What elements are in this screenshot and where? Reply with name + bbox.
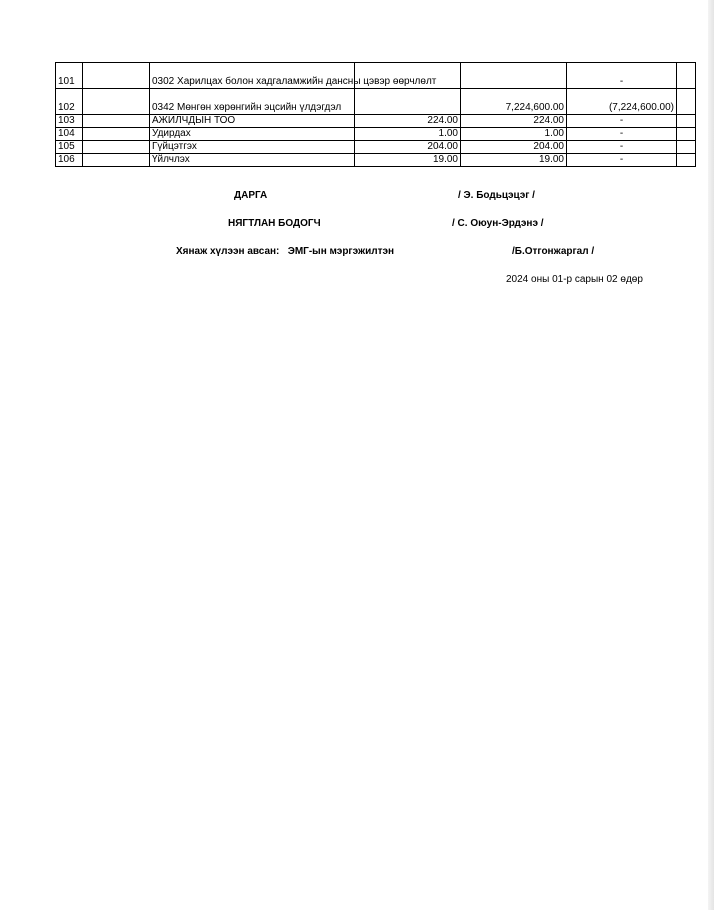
- row-number: 104: [56, 128, 83, 141]
- row-value-3: -: [567, 154, 677, 167]
- row-number: 106: [56, 154, 83, 167]
- table-row: [56, 154, 696, 167]
- row-value-3: -: [567, 115, 677, 128]
- row-extra: [677, 63, 696, 89]
- row-value-1: 19.00: [355, 154, 461, 167]
- row-code: [83, 89, 150, 115]
- accountant-title: НЯГТЛАН БОДОГЧ: [228, 218, 321, 229]
- row-value-3: -: [567, 63, 677, 89]
- row-extra: [677, 89, 696, 115]
- row-number: 105: [56, 141, 83, 154]
- row-code: [83, 128, 150, 141]
- document-date: 2024 оны 01-р сарын 02 өдөр: [506, 274, 643, 285]
- row-value-1: 204.00: [355, 141, 461, 154]
- row-label: Гүйцэтгэх: [150, 141, 355, 154]
- row-code: [83, 115, 150, 128]
- row-value-1: [355, 89, 461, 115]
- table-row: [56, 141, 696, 154]
- row-value-2: 204.00: [461, 141, 567, 154]
- row-number: 103: [56, 115, 83, 128]
- row-code: [83, 154, 150, 167]
- row-value-2: 7,224,600.00: [461, 89, 567, 115]
- row-number: 101: [56, 63, 83, 89]
- row-value-2: 1.00: [461, 128, 567, 141]
- row-value-3: -: [567, 128, 677, 141]
- accountant-name: / С. Оюун-Эрдэнэ /: [452, 218, 544, 229]
- reviewer-title: Хянаж хүлээн авсан: ЭМГ-ын мэргэжилтэн: [176, 246, 395, 257]
- row-label: АЖИЛЧДЫН ТОО: [150, 115, 355, 128]
- director-title: ДАРГА: [234, 190, 268, 201]
- row-label: Үйлчлэх: [150, 154, 355, 167]
- report-table: [55, 62, 696, 167]
- row-extra: [677, 115, 696, 128]
- row-number: 102: [56, 89, 83, 115]
- table-row: [56, 63, 696, 89]
- row-value-2: [461, 63, 567, 89]
- row-label: 0302 Харилцах болон хадгаламжийн дансны цэвэр өөрчлөлт: [150, 63, 355, 89]
- row-code: [83, 141, 150, 154]
- row-extra: [677, 141, 696, 154]
- row-value-1: 1.00: [355, 128, 461, 141]
- row-label: 0342 Мөнгөн хөрөнгийн эцсийн үлдэгдэл: [150, 89, 355, 115]
- row-code: [83, 63, 150, 89]
- row-value-3: (7,224,600.00): [567, 89, 677, 115]
- table-row: [56, 89, 696, 115]
- reviewer-name: /Б.Отгонжаргал /: [512, 246, 595, 257]
- director-name: / Э. Бодьцэцэг /: [458, 190, 535, 201]
- page-edge: [708, 0, 714, 910]
- table-row: [56, 115, 696, 128]
- row-extra: [677, 154, 696, 167]
- table-row: [56, 128, 696, 141]
- row-extra: [677, 128, 696, 141]
- row-value-2: 19.00: [461, 154, 567, 167]
- row-value-3: -: [567, 141, 677, 154]
- row-value-1: 224.00: [355, 115, 461, 128]
- row-value-2: 224.00: [461, 115, 567, 128]
- row-label: Удирдах: [150, 128, 355, 141]
